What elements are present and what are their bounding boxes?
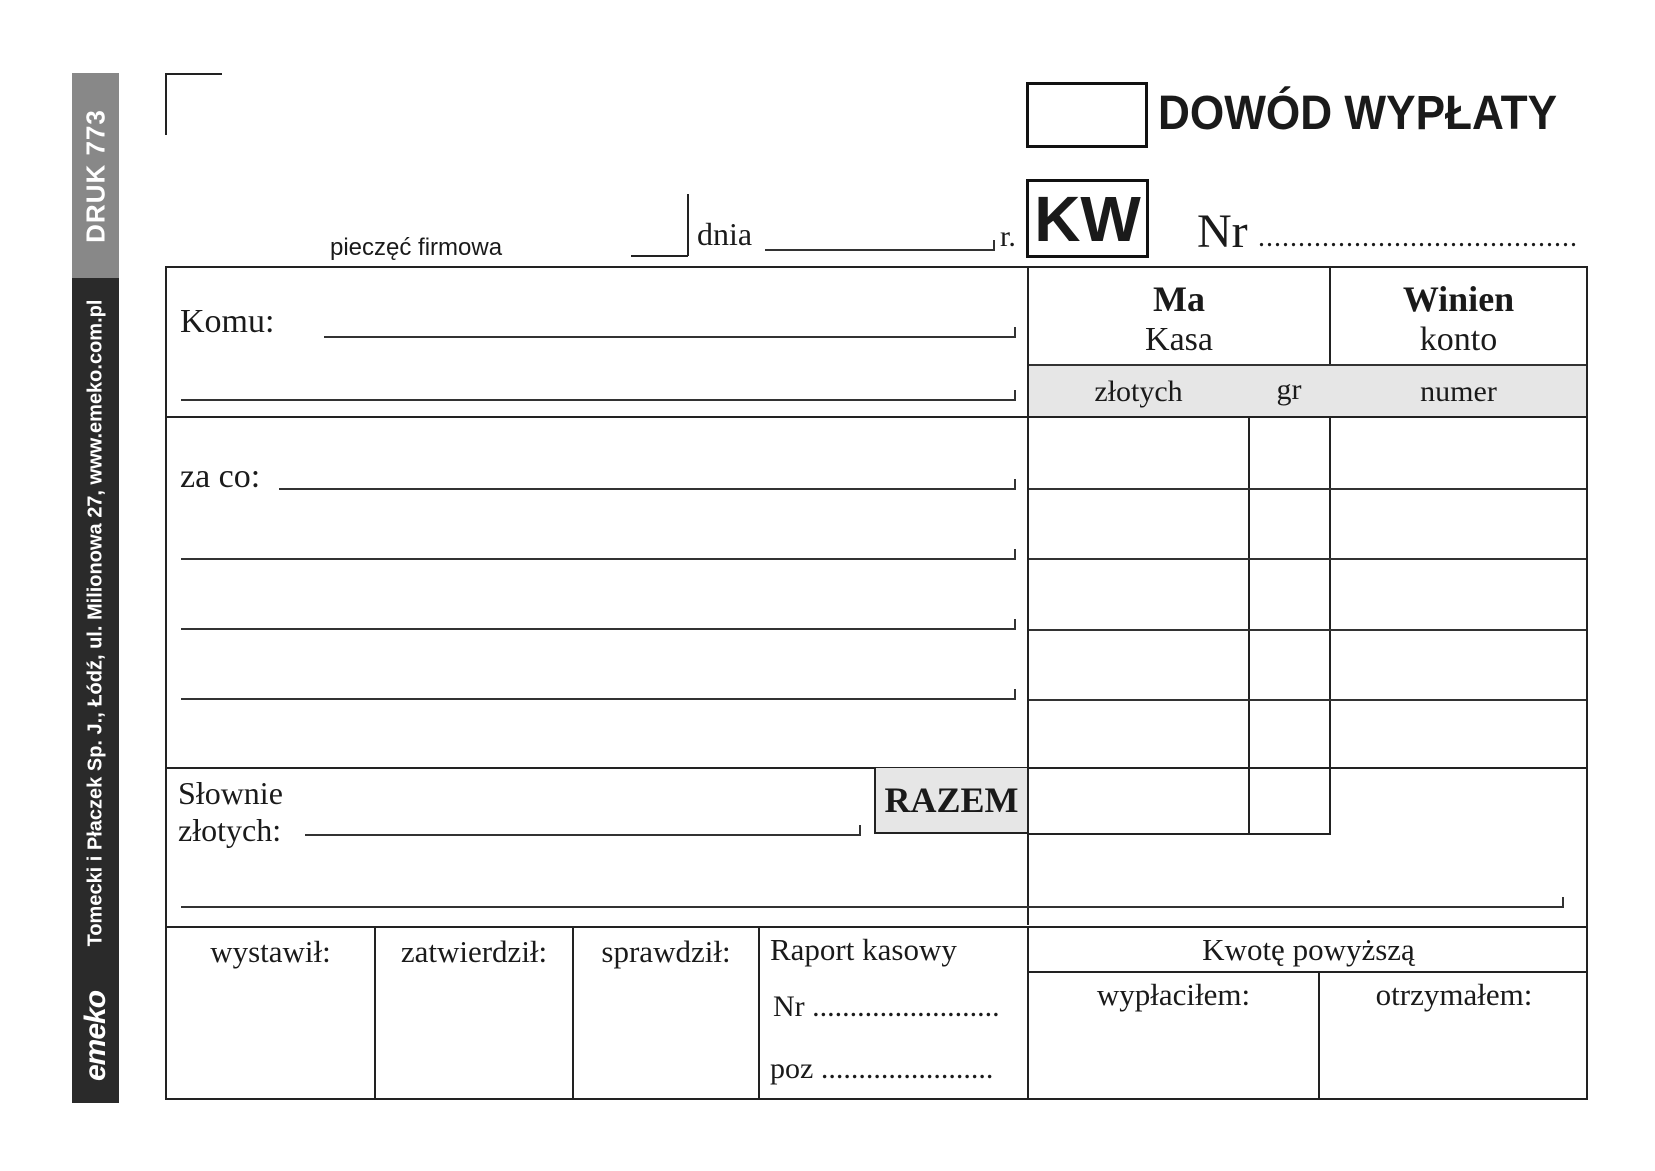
header-bottom-divider (165, 416, 1588, 418)
razem-bottom (1027, 833, 1331, 835)
number-label: Nr (1197, 205, 1248, 258)
words-label-line2: złotych: (178, 812, 282, 848)
report-poz-field[interactable]: poz ....................... (770, 1052, 994, 1085)
col-divider-gr (1248, 365, 1250, 835)
doc-code-box[interactable] (1026, 82, 1148, 148)
purpose-line-4[interactable] (181, 698, 1016, 700)
year-suffix: r. (1000, 220, 1016, 253)
publisher-area (72, 278, 119, 968)
stamp-corner-left (165, 73, 167, 135)
publisher-logo: emeko (78, 990, 112, 1081)
recipient-label: Komu: (180, 303, 275, 340)
paid-label: wypłaciłem: (1096, 977, 1251, 1012)
amount-row-4[interactable] (1029, 699, 1586, 701)
ma-sub: Kasa (1145, 321, 1213, 358)
issued-label: wystawił: (210, 934, 331, 969)
amount-row-2[interactable] (1029, 558, 1586, 560)
cash-report-label: Raport kasowy (770, 932, 957, 967)
razem-gr-field[interactable] (1250, 769, 1329, 833)
purpose-line-3[interactable] (181, 628, 1016, 630)
col-zlotych: złotych (1094, 375, 1183, 408)
side-strip (72, 73, 119, 1103)
razem-cell (874, 768, 1027, 834)
purpose-line-2[interactable] (181, 558, 1016, 560)
purpose-label: za co: (180, 458, 261, 495)
stamp-corner-bottom (631, 255, 688, 257)
received-label: otrzymałem: (1375, 977, 1533, 1012)
amount-row-3[interactable] (1029, 629, 1586, 631)
words-label-line1: Słownie (178, 775, 283, 811)
document-title: DOWÓD WYPŁATY (1158, 87, 1558, 140)
report-nr-field[interactable]: Nr ......................... (773, 990, 1000, 1023)
words-line-2[interactable] (181, 906, 1564, 908)
ma-label: Ma (1153, 279, 1205, 319)
purpose-line-1[interactable] (279, 488, 1016, 490)
words-line-1[interactable] (305, 834, 861, 836)
amount-row-1[interactable] (1029, 488, 1586, 490)
winien-label: Winien (1402, 279, 1515, 319)
checked-label: sprawdził: (601, 934, 731, 969)
date-field[interactable] (765, 249, 995, 251)
stamp-label: pieczęć firmowa (330, 234, 503, 261)
razem-label: RAZEM (884, 780, 1019, 820)
publisher-info: Tomecki i Płaczek Sp. J., Łódź, ul. Milionowa 27, www.emeko.com.pl (84, 299, 106, 947)
date-label: dnia (697, 216, 753, 252)
recipient-line-2[interactable] (181, 399, 1016, 401)
stamp-corner-right (687, 194, 689, 256)
stamp-corner-top (165, 73, 222, 75)
amount-heading: Kwotę powyższą (1202, 932, 1415, 967)
col-numer: numer (1420, 375, 1497, 408)
doc-type-box (1026, 179, 1149, 258)
approved-label: zatwierdził: (400, 934, 548, 969)
number-field[interactable]: ........................................ (1258, 222, 1578, 253)
razem-zlotych-field[interactable] (1029, 769, 1248, 833)
doc-type: KW (1034, 182, 1141, 255)
form-code: DRUK 773 (80, 108, 110, 243)
col-gr: gr (1276, 373, 1302, 406)
logo-area (72, 968, 119, 1103)
footer-top-divider (165, 926, 1588, 928)
side-strip-top (72, 73, 119, 278)
recipient-line-1[interactable] (324, 336, 1016, 338)
winien-sub: konto (1419, 321, 1498, 358)
